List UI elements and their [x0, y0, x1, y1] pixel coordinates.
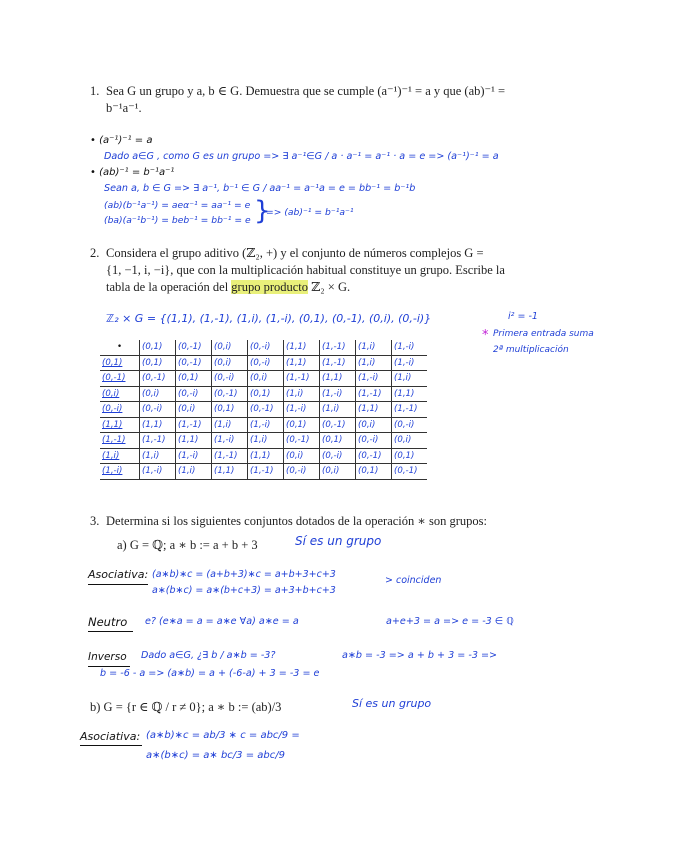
table-cell: (0,1) — [248, 386, 284, 402]
table-cell: (1,1) — [320, 371, 356, 387]
table-row-label: (0,i) — [100, 386, 140, 402]
label-neutro: Neutro — [88, 615, 128, 629]
table-cell: (0,i) — [212, 355, 248, 371]
table-header-cell: (1,-i) — [392, 340, 428, 355]
table-cell: (0,i) — [248, 371, 284, 387]
table-header-row — [100, 340, 427, 355]
table-row-label: (0,-1) — [100, 371, 140, 387]
table-row-label: (1,1) — [100, 417, 140, 433]
note-primera-entrada: Primera entrada suma — [493, 329, 594, 339]
table-cell: (0,1) — [284, 417, 320, 433]
table-cell: (1,i) — [284, 386, 320, 402]
answer-3b: Sí es un grupo — [352, 697, 432, 710]
table-cell: (0,i) — [392, 433, 428, 449]
table-row — [100, 402, 427, 418]
table-cell: (1,-i) — [140, 464, 176, 480]
table-cell: (1,i) — [392, 371, 428, 387]
answer-3a: Sí es un grupo — [295, 534, 382, 548]
problem-3-statement: Determina si los siguientes conjuntos dotados de la operación ∗ son grupos: — [106, 514, 487, 528]
operation-table — [100, 340, 427, 480]
table-header-cell: (1,-1) — [320, 340, 356, 355]
table-cell: (0,1) — [176, 371, 212, 387]
note-asoc-b-line-2: a∗(b∗c) = a∗ bc/3 = abc/9 — [146, 750, 285, 761]
table-cell: (1,i) — [212, 417, 248, 433]
note-dado-line: Dado a∈G , como G es un grupo => ∃ a⁻¹∈G / a · a⁻¹ = a⁻¹ · a = e => (a⁻¹)⁻¹ = a — [104, 151, 499, 162]
problem-3b-statement: b) G = {r ∈ ℚ / r ≠ 0}; a ∗ b := (ab)/3 — [90, 700, 282, 714]
table-cell: (1,-1) — [176, 417, 212, 433]
table-cell: (1,-i) — [248, 417, 284, 433]
table-cell: (1,-1) — [356, 386, 392, 402]
note-neutro-line-2: a+e+3 = a => e = -3 ∈ ℚ — [386, 616, 514, 627]
table-cell: (1,-i) — [320, 386, 356, 402]
table-header-cell: (1,i) — [356, 340, 392, 355]
table-cell: (0,-i) — [284, 464, 320, 480]
table-cell: (1,-i) — [176, 448, 212, 464]
table-cell: (0,-1) — [356, 448, 392, 464]
problem-2-line-3-end: ℤ₂ × G. — [308, 280, 351, 294]
table-cell: (1,1) — [248, 448, 284, 464]
table-cell: (1,-1) — [392, 402, 428, 418]
note-bullet-inverse-of-product: • (ab)⁻¹ = b⁻¹a⁻¹ — [90, 167, 175, 178]
table-cell: (0,-i) — [356, 433, 392, 449]
table-cell: (0,i) — [140, 386, 176, 402]
table-cell: (0,-1) — [140, 371, 176, 387]
note-conclusion: => (ab)⁻¹ = b⁻¹a⁻¹ — [266, 207, 354, 218]
note-neutro-line-1: e? (e∗a = a = a∗e ∀a) a∗e = a — [145, 616, 299, 627]
table-cell: (0,-i) — [176, 386, 212, 402]
note-ab-product-line: (ab)(b⁻¹a⁻¹) = aeα⁻¹ = aa⁻¹ = e — [104, 200, 251, 211]
table-row-label: (1,i) — [100, 448, 140, 464]
problem-1-statement-line-1: Sea G un grupo y a, b ∈ G. Demuestra que se cumple (a⁻¹)⁻¹ = a y que (ab)⁻¹ = — [106, 84, 506, 98]
problem-2-line-3-start: tabla de la operación del — [106, 280, 232, 294]
table-cell: (1,-i) — [212, 433, 248, 449]
note-i-squared: i² = -1 — [508, 311, 538, 322]
table-cell: (1,-1) — [248, 464, 284, 480]
table-row — [100, 433, 427, 449]
label-asociativa-b: Asociativa: — [80, 730, 141, 743]
table-row — [100, 417, 427, 433]
underline-asociativa-b — [80, 745, 142, 746]
note-segunda-multiplicacion: 2ª multiplicación — [493, 345, 569, 355]
note-asoc-line-2: a∗(b∗c) = a∗(b+c+3) = a+3+b+c+3 — [152, 585, 336, 596]
table-cell: (0,i) — [176, 402, 212, 418]
table-cell: (0,-1) — [212, 386, 248, 402]
table-cell: (0,-1) — [176, 355, 212, 371]
underline-neutro — [88, 631, 133, 632]
problem-1-number: 1. — [90, 84, 100, 98]
table-header-cell: (0,1) — [140, 340, 176, 355]
table-cell: (0,-i) — [140, 402, 176, 418]
table-cell: (0,i) — [320, 464, 356, 480]
table-cell: (1,i) — [248, 433, 284, 449]
table-header-cell: (0,-i) — [248, 340, 284, 355]
table-cell: (1,1) — [212, 464, 248, 480]
note-coinciden: > coinciden — [385, 575, 442, 586]
problem-2-statement-line-3 — [106, 279, 350, 295]
underline-asociativa-a — [88, 584, 148, 585]
label-asociativa-a: Asociativa: — [88, 568, 149, 581]
underline-inverso — [88, 666, 130, 667]
table-row — [100, 371, 427, 387]
label-inverso: Inverso — [88, 651, 127, 663]
table-cell: (0,1) — [140, 355, 176, 371]
table-header-cell: (0,i) — [212, 340, 248, 355]
table-cell: (0,1) — [320, 433, 356, 449]
note-star: * — [482, 328, 489, 343]
table-row-label: (0,-i) — [100, 402, 140, 418]
table-header-cell: (0,-1) — [176, 340, 212, 355]
note-brace: } — [254, 196, 271, 226]
table-row — [100, 448, 427, 464]
table-cell: (1,1) — [176, 433, 212, 449]
table-cell: (0,-1) — [284, 433, 320, 449]
problem-3a-statement: a) G = ℚ; a ∗ b := a + b + 3 — [117, 538, 258, 552]
table-cell: (1,-1) — [284, 371, 320, 387]
table-cell: (1,i) — [176, 464, 212, 480]
table-cell: (0,1) — [356, 464, 392, 480]
table-cell: (1,-i) — [284, 402, 320, 418]
table-cell: (0,1) — [392, 448, 428, 464]
table-row — [100, 355, 427, 371]
table-cell: (1,i) — [320, 402, 356, 418]
table-cell: (1,i) — [140, 448, 176, 464]
table-row-label: (1,-i) — [100, 464, 140, 480]
table-row — [100, 464, 427, 480]
problem-2-statement-line-1: Considera el grupo aditivo (ℤ₂, +) y el conjunto de números complejos G = — [106, 246, 484, 260]
table-cell: (0,1) — [212, 402, 248, 418]
highlighted-grupo-producto: grupo producto — [231, 280, 309, 294]
table-cell: (0,-i) — [392, 417, 428, 433]
note-asoc-line-1: (a∗b)∗c = (a+b+3)∗c = a+b+3+c+3 — [152, 569, 336, 580]
note-sean-line: Sean a, b ∈ G => ∃ a⁻¹, b⁻¹ ∈ G / aa⁻¹ = a⁻¹a = e = bb⁻¹ = b⁻¹b — [104, 183, 416, 194]
table-cell: (1,-1) — [140, 433, 176, 449]
table-cell: (1,i) — [356, 355, 392, 371]
table-cell: (1,1) — [356, 402, 392, 418]
table-cell: (0,i) — [356, 417, 392, 433]
table-cell: (1,1) — [140, 417, 176, 433]
note-inverso-line-2: a∗b = -3 => a + b + 3 = -3 => — [342, 650, 498, 661]
table-cell: (1,-i) — [356, 371, 392, 387]
table-row-label: (0,1) — [100, 355, 140, 371]
note-asoc-b-line-1: (a∗b)∗c = ab/3 ∗ c = abc/9 = — [146, 730, 300, 741]
table-cell: (0,-i) — [320, 448, 356, 464]
table-cell: (0,-i) — [212, 371, 248, 387]
note-inverso-line-1: Dado a∈G, ¿∃ b / a∗b = -3? — [141, 650, 276, 661]
problem-2-number: 2. — [90, 246, 100, 260]
table-cell: (1,-1) — [320, 355, 356, 371]
problem-1-statement-line-2: b⁻¹a⁻¹. — [106, 101, 142, 115]
table-row — [100, 386, 427, 402]
table-cell: (1,1) — [392, 386, 428, 402]
problem-3-number: 3. — [90, 514, 100, 528]
table-cell: (0,-1) — [248, 402, 284, 418]
problem-2-statement-line-2: {1, −1, i, −i}, que con la multiplicación habitual constituye un grupo. Escribe la — [106, 263, 505, 277]
table-row-label: (1,-1) — [100, 433, 140, 449]
note-bullet-inverse-of-inverse: • (a⁻¹)⁻¹ = a — [90, 135, 153, 146]
table-cell: (0,i) — [284, 448, 320, 464]
table-corner: • — [100, 340, 140, 355]
table-cell: (1,-i) — [392, 355, 428, 371]
note-inverso-line-3: b = -6 - a => (a∗b) = a + (-6-a) + 3 = -3 = e — [100, 668, 320, 679]
note-product-set: ℤ₂ × G = {(1,1), (1,-1), (1,i), (1,-i), (0,1), (0,-1), (0,i), (0,-i)} — [106, 312, 432, 325]
table-header-cell: (1,1) — [284, 340, 320, 355]
table-cell: (0,-1) — [320, 417, 356, 433]
table-cell: (0,-i) — [248, 355, 284, 371]
table-cell: (0,-1) — [392, 464, 428, 480]
note-ba-product-line: (ba)(a⁻¹b⁻¹) = beb⁻¹ = bb⁻¹ = e — [104, 215, 251, 226]
table-cell: (1,-1) — [212, 448, 248, 464]
table-cell: (1,1) — [284, 355, 320, 371]
